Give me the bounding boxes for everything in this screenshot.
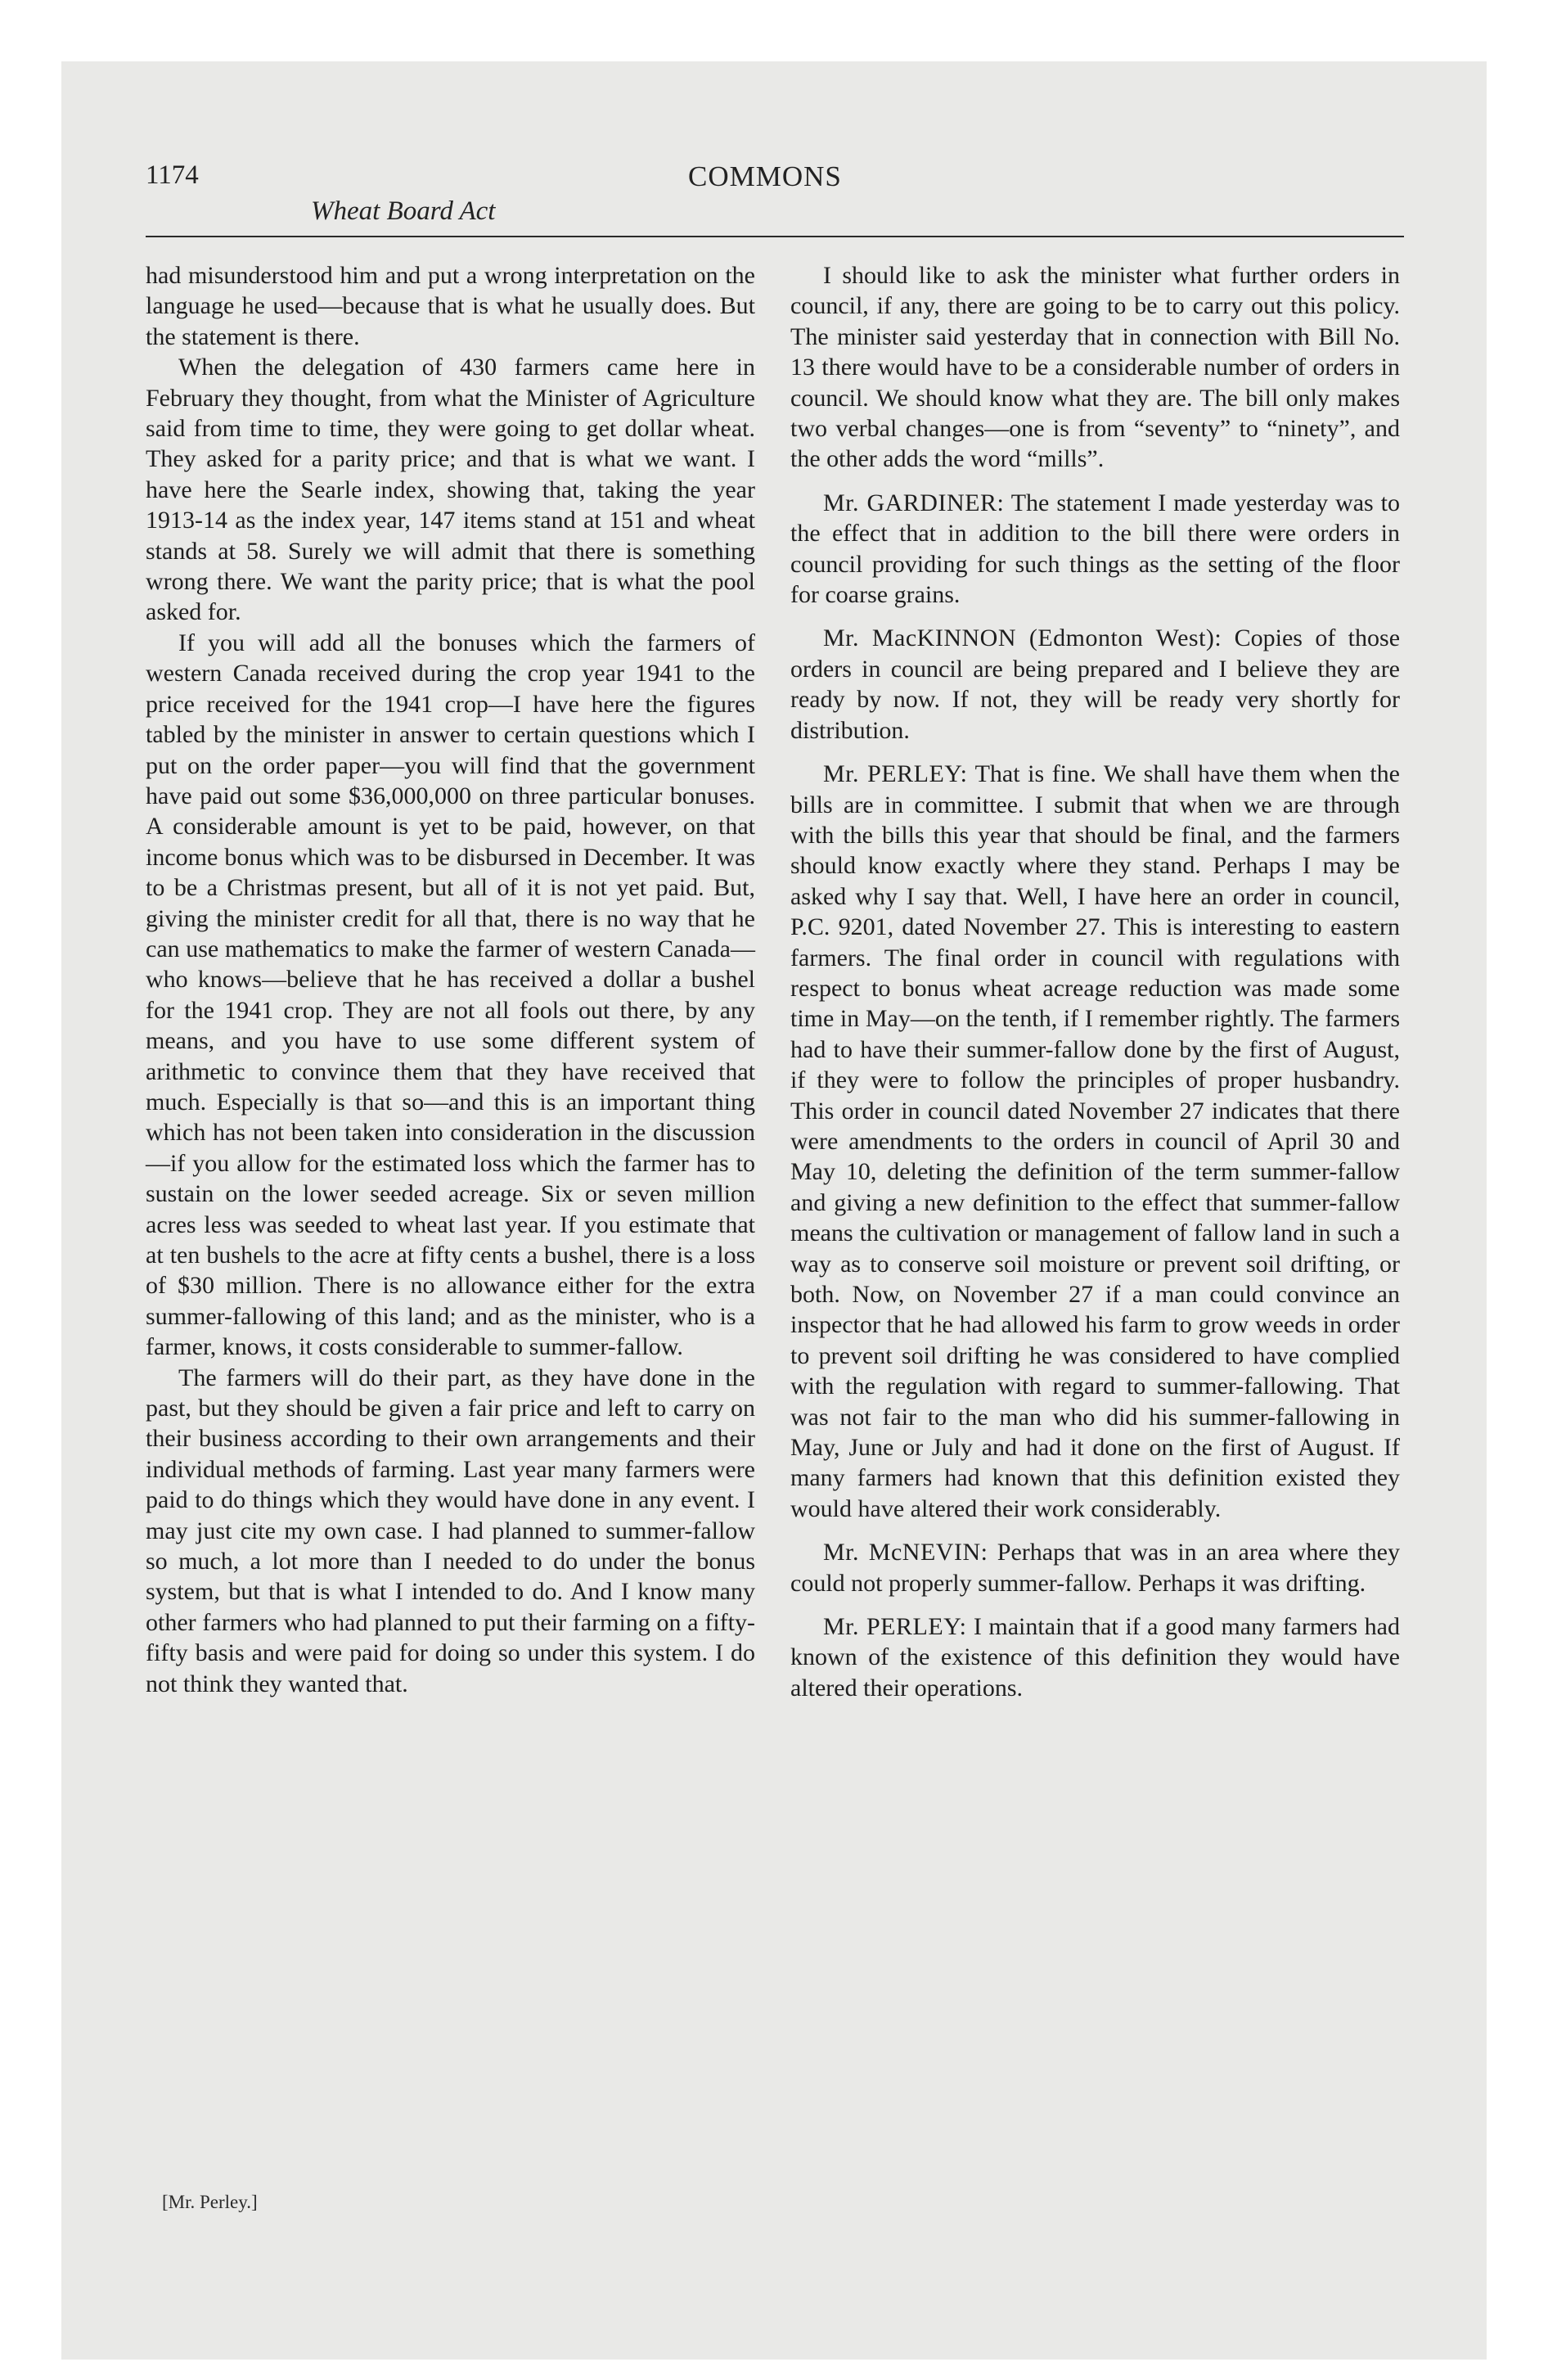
speech-paragraph [790, 1537, 1400, 1598]
house-title: COMMONS [688, 160, 842, 192]
page-number: 1174 [146, 160, 199, 190]
speaker-name: Mr. GARDINER: [823, 489, 1005, 516]
speech-text: Copies of those orders in council are being prepared and I believe they are ready by now. If not, they will be ready very shortly for distribution. [790, 624, 1401, 744]
left-column [146, 260, 755, 1699]
right-column [790, 260, 1400, 1703]
speaker-footnote: [Mr. Perley.] [162, 2192, 258, 2212]
speech-text: Perhaps that was in an area where they could not properly summer-fallow. Perhaps it was drifting. [790, 1539, 1401, 1597]
speech-paragraph [790, 488, 1400, 611]
speech-paragraph [790, 759, 1400, 1524]
paragraph: If you will add all the bonuses which the farmers of western Canada received during the crop year 1941 to the price received for the 1941 crop—I have here the figures tabled by the minister in answer to certain questions which I put on the order paper—you will find that the government have paid out some $36,000,000 on three particular bonuses. A considerable amount is yet to be paid, however, on that income bonus which was to be disbursed in December. It was to be a Christmas present, but all of it is not yet paid. But, giving the minister credit for all that, there is no way that he can use mathematics to make the farmer of western Canada—who knows—believe that he has received a dollar a bushel for the 1941 crop. They are not all fools out there, by any means, and you have to use some different system of arithmetic to convince them that they have received that much. Especially is that so—and this is an important thing which has not been taken into consideration in the discussion—if you allow for the estimated loss which the farmer has to sustain on the lower seeded acreage. Six or seven million acres less was seeded to wheat last year. If you estimate that at ten bushels to the acre at fifty cents a bushel, there is a loss of $30 million. There is no allowance either for the extra summer-fallowing of this land; and as the minister, who is a farmer, knows, it costs considerable to summer-fallow. [146, 629, 755, 1361]
paragraph: I should like to ask the minister what further orders in council, if any, there are going to be to carry out this policy. The minister said yesterday that in connection with Bill No. 13 there would have to be a considerable number of orders in council. We should know what they are. The bill only makes two verbal changes—one is from “seventy” to “ninety”, and the other adds the word “mills”. [790, 262, 1400, 473]
speech-paragraph [790, 1611, 1400, 1703]
speaker-name: Mr. MacKINNON (Edmonton West): [823, 624, 1222, 652]
paragraph: When the delegation of 430 farmers came here in February they thought, from what the Minister of Agriculture said from time to time, they were going to get dollar wheat. They asked for a parity price; and that is what we want. I have here the Searle index, showing that, taking the year 1913-14 as the index year, 147 items stand at 151 and wheat stands at 58. Surely we will admit that there is something wrong there. We want the parity price; that is what the pool asked for. [146, 354, 755, 626]
paragraph: The farmers will do their part, as they have done in the past, but they should be given a fair price and left to carry on their business according to their own arrangements and their individual methods of farming. Last year many farmers were paid to do things which they would have done in any event. I may just cite my own case. I had planned to summer-fallow so much, a lot more than I needed to do under the bonus system, but that is what I intended to do. And I know many other farmers who had planned to put their farming on a fifty-fifty basis and were paid for doing so under this system. I do not think they wanted that. [146, 1364, 755, 1697]
speaker-name: Mr. PERLEY: [823, 760, 968, 788]
running-title: Wheat Board Act [311, 196, 496, 226]
header-rule [146, 236, 1404, 237]
speech-text: I maintain that if a good many farmers had known of the existence of this definition they would have altered their operations. [790, 1613, 1400, 1702]
speaker-name: Mr. McNEVIN: [823, 1539, 988, 1566]
speech-text: The statement I made yesterday was to the effect that in addition to the bill there were orders in council providing for such things as the setting of the floor for coarse grains. [790, 489, 1400, 609]
speech-text: That is fine. We shall have them when the bills are in committee. I submit that when we are through with the bills this year that should be final, and the farmers should know exactly where they stand. Perhaps I may be asked why I say that. Well, I have here an order in council, P.C. 9201, dated November 27. This is interesting to eastern farmers. The final order in council with regulations with respect to bonus wheat acreage reduction was made some time in May—on the tenth, if I remember rightly. The farmers had to have their summer-fallow done by the first of August, if they were to follow the principles of proper husbandry. This order in council dated November 27 indicates that there were amendments to the orders in council of April 30 and May 10, deleting the definition of the term summer-fallow and giving a new definition to the effect that summer-fallow means the cultivation or management of fallow land in such a way as to conserve soil moisture or prevent soil drifting, or both. Now, on November 27 if a man could convince an inspector that he had allowed his farm to grow weeds in order to prevent soil drifting he was considered to have complied with the regulation with regard to summer-fallowing. That was not fair to the man who did his summer-fallowing in May, June or July and had it done on the first of August. If many farmers had known that this definition existed they would have altered their work considerably. [790, 760, 1400, 1522]
speech-paragraph [790, 623, 1400, 746]
speaker-name: Mr. PERLEY: [823, 1613, 967, 1641]
paragraph: had misunderstood him and put a wrong interpretation on the language he used—because that is what he usually does. But the statement is there. [146, 262, 755, 350]
